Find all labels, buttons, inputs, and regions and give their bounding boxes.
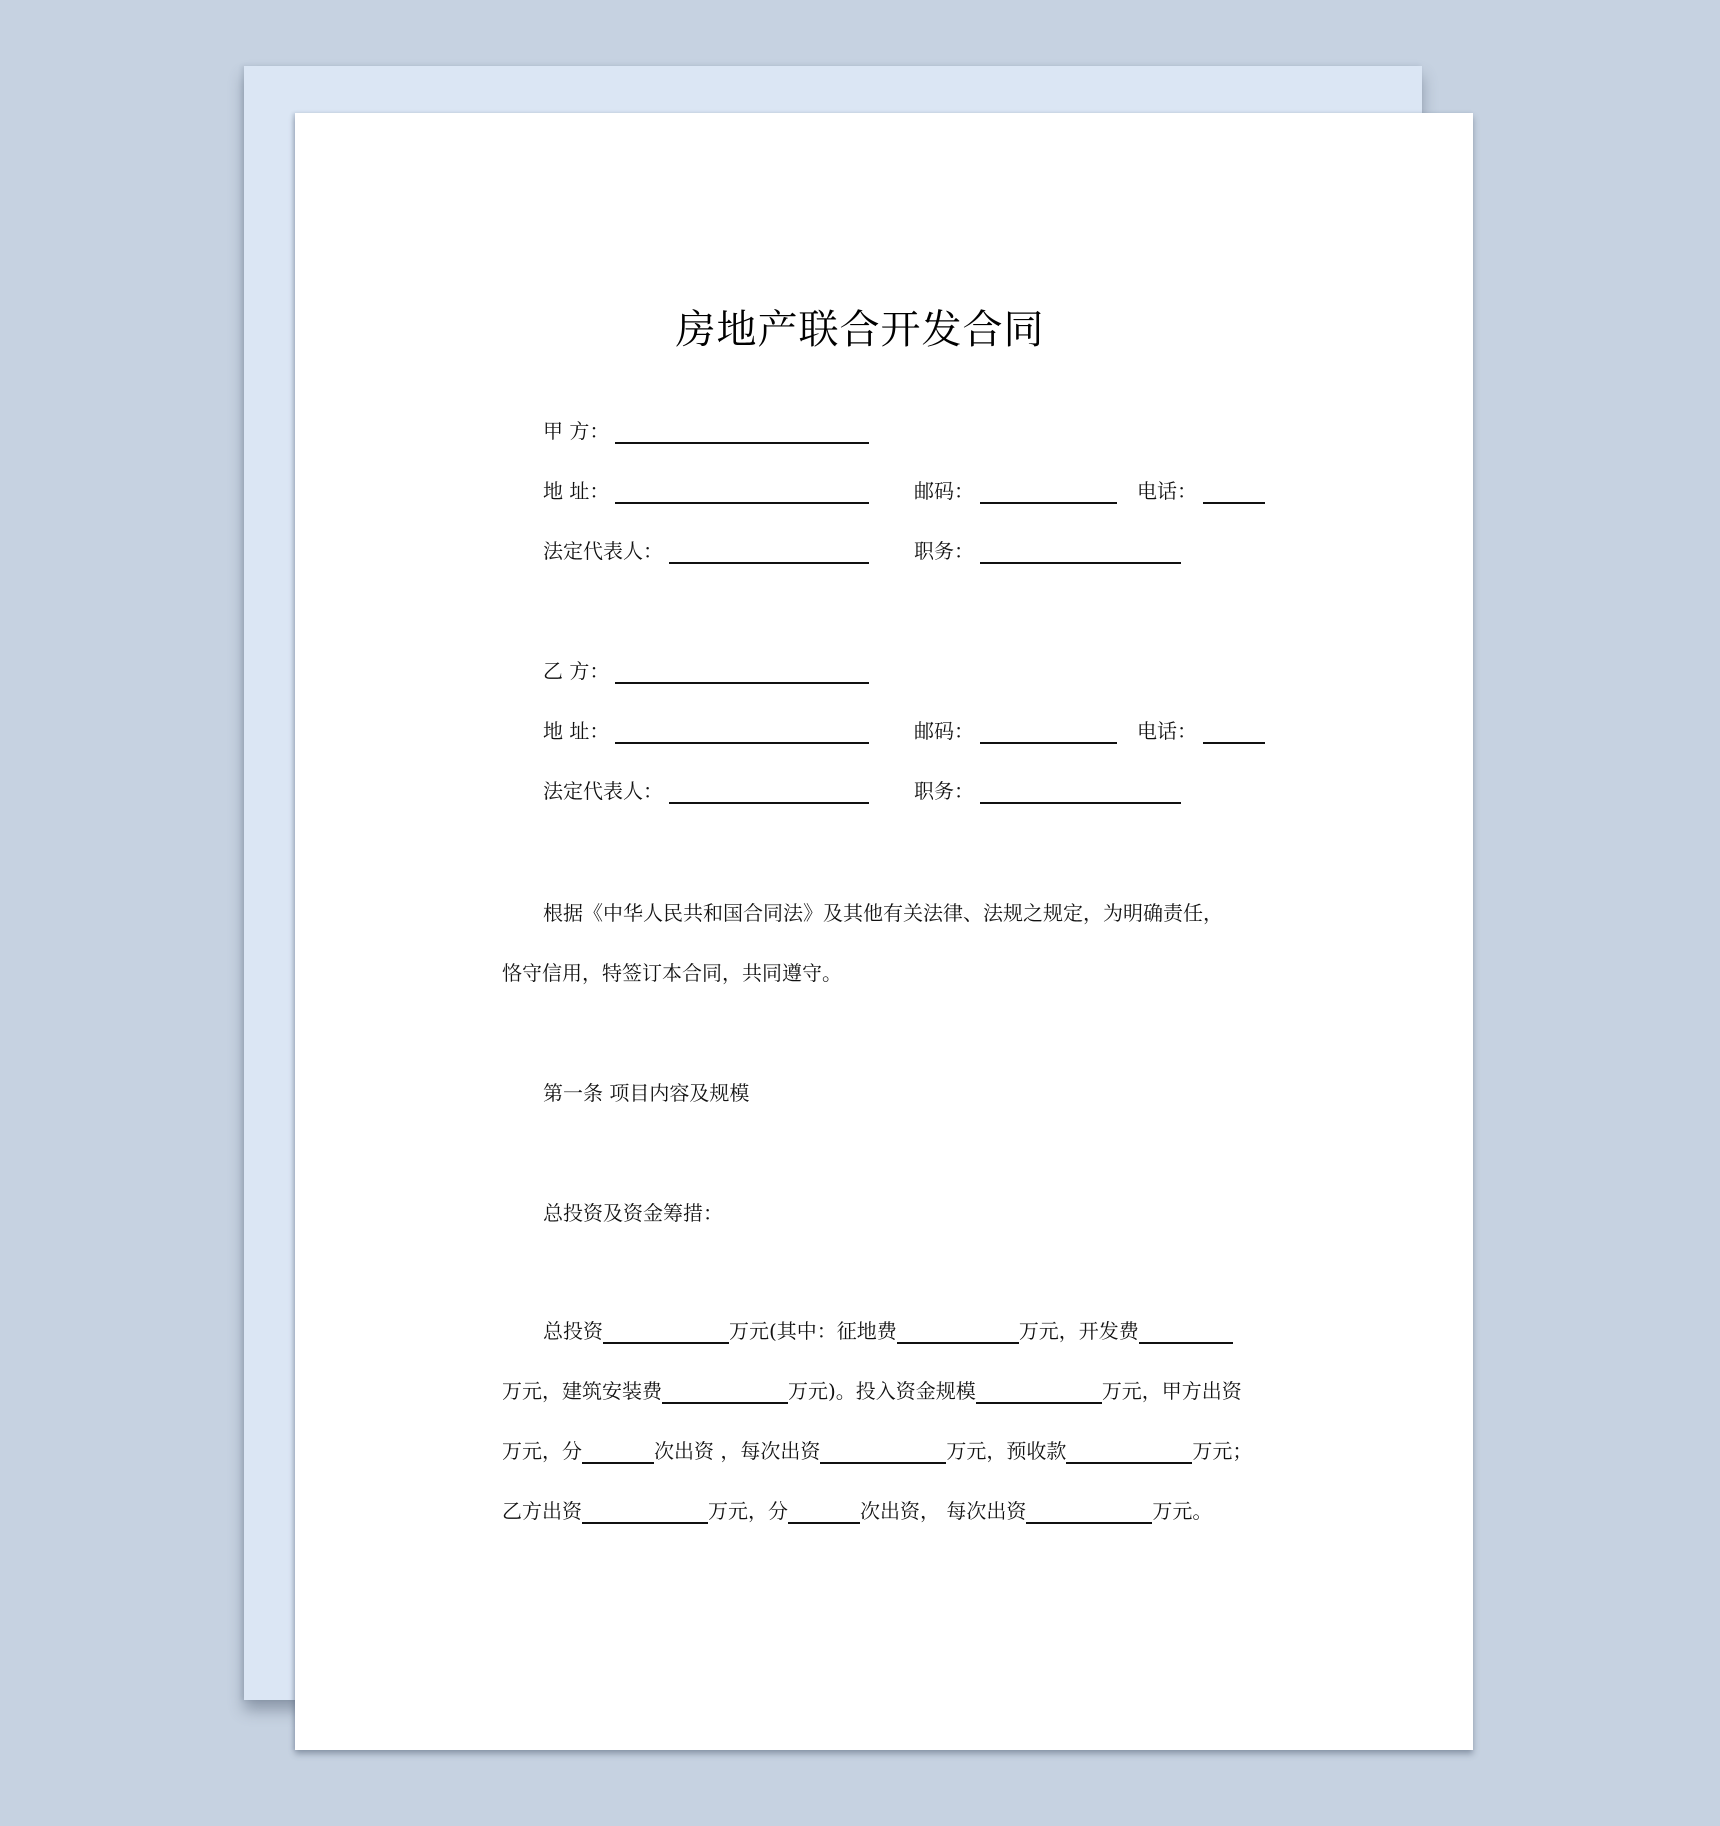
finance-text: 次出资 ，每次出资 [654, 1439, 821, 1463]
amount-blank-input[interactable] [603, 1320, 729, 1344]
finance-text: 乙方出资 [502, 1499, 582, 1523]
party-b-position-label: 职务： [914, 779, 974, 803]
amount-blank-input[interactable] [1066, 1440, 1192, 1464]
party-b-address-label: 地 址： [543, 719, 610, 743]
amount-blank-input[interactable] [582, 1440, 654, 1464]
preamble-line-2: 恪守信用，特签订本合同，共同遵守。 [502, 961, 842, 985]
party-a-address-input[interactable] [615, 480, 869, 504]
party-a-postcode-input[interactable] [980, 480, 1117, 504]
party-a-postcode-label: 邮码： [914, 479, 974, 503]
finance-text: 万元； [1192, 1439, 1253, 1463]
finance-line [502, 1438, 1272, 1464]
preamble-line-1: 根据《中华人民共和国合同法》及其他有关法律、法规之规定，为明确责任， [543, 901, 1223, 925]
party-a-address-row [543, 478, 869, 504]
party-a-input[interactable] [615, 420, 869, 444]
party-b-phone-input[interactable] [1203, 720, 1265, 744]
amount-blank-input[interactable] [582, 1500, 708, 1524]
party-b-address-input[interactable] [615, 720, 869, 744]
finance-text: 万元，甲方出资 [1101, 1379, 1242, 1403]
amount-blank-input[interactable] [1026, 1500, 1152, 1524]
party-b-legal-rep-row [543, 778, 869, 804]
finance-text: 万元(其中：征地费 [729, 1319, 897, 1343]
finance-line [502, 1498, 1272, 1524]
party-b-input[interactable] [615, 660, 869, 684]
party-a-address-label: 地 址： [543, 479, 610, 503]
finance-text: 次出资， 每次出资 [860, 1499, 1027, 1523]
party-a-phone-input[interactable] [1203, 480, 1265, 504]
party-a-legal-rep-input[interactable] [669, 540, 869, 564]
party-b-label: 乙 方： [543, 659, 610, 683]
party-b-postcode-row [914, 718, 1117, 744]
party-a-position-input[interactable] [980, 540, 1181, 564]
party-b-legal-rep-label: 法定代表人： [543, 779, 663, 803]
finance-text: 万元)。投入资金规模 [788, 1379, 976, 1403]
party-a-legal-rep-row [543, 538, 869, 564]
finance-line [502, 1378, 1272, 1404]
amount-blank-input[interactable] [897, 1320, 1019, 1344]
party-b-postcode-input[interactable] [980, 720, 1117, 744]
article-1-subheading: 总投资及资金筹措： [543, 1201, 723, 1225]
party-b-address-row [543, 718, 869, 744]
article-1-heading: 第一条 项目内容及规模 [543, 1081, 750, 1105]
party-a-legal-rep-label: 法定代表人： [543, 539, 663, 563]
party-b-phone-label: 电话： [1137, 719, 1197, 743]
finance-text: 万元。 [1152, 1499, 1213, 1523]
amount-blank-input[interactable] [820, 1440, 946, 1464]
finance-text: 万元，分 [502, 1439, 582, 1463]
party-b-position-input[interactable] [980, 780, 1181, 804]
party-a-postcode-row [914, 478, 1117, 504]
party-b-position-row [914, 778, 1181, 804]
party-a-phone-row [1137, 478, 1265, 504]
finance-text: 总投资 [543, 1319, 603, 1343]
amount-blank-input[interactable] [662, 1380, 788, 1404]
party-a-row [543, 418, 869, 444]
party-b-phone-row [1137, 718, 1265, 744]
party-b-row [543, 658, 869, 684]
finance-text: 万元，分 [708, 1499, 788, 1523]
party-b-legal-rep-input[interactable] [669, 780, 869, 804]
document-title: 房地产联合开发合同 [675, 307, 1045, 353]
finance-text: 万元，开发费 [1018, 1319, 1139, 1343]
finance-text: 万元，预收款 [946, 1439, 1067, 1463]
party-a-phone-label: 电话： [1137, 479, 1197, 503]
party-b-postcode-label: 邮码： [914, 719, 974, 743]
party-a-label: 甲 方： [543, 419, 610, 443]
amount-blank-input[interactable] [1139, 1320, 1233, 1344]
amount-blank-input[interactable] [976, 1380, 1102, 1404]
finance-line [543, 1318, 1272, 1344]
party-a-position-label: 职务： [914, 539, 974, 563]
finance-text: 万元，建筑安装费 [502, 1379, 662, 1403]
amount-blank-input[interactable] [788, 1500, 860, 1524]
party-a-position-row [914, 538, 1181, 564]
